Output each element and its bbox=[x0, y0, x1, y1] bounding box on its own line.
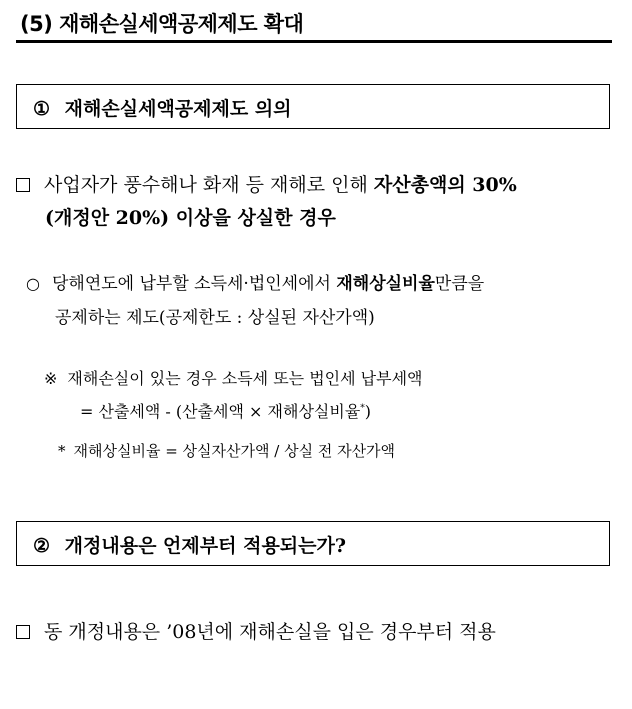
circle-bullet-icon: ○ bbox=[26, 274, 40, 293]
heading-2-number: ② bbox=[33, 535, 51, 557]
item-1-text: 사업자가 풍수해나 화재 등 재해로 인해 bbox=[44, 174, 374, 196]
heading-1-number: ① bbox=[33, 98, 51, 120]
heading-1-text: 재해손실세액공제제도 의의 bbox=[64, 98, 292, 120]
sub-1-emphasis: 재해상실비율 bbox=[336, 274, 435, 294]
sub-1-line-2: 공제하는 제도(공제한도 : 상실된 자산가액) bbox=[55, 308, 375, 328]
item-1-line-1 bbox=[16, 170, 517, 197]
checkbox-square-icon bbox=[16, 625, 30, 639]
footnote-line: * 재해상실비율 = 상실자산가액 / 상실 전 자산가액 bbox=[58, 442, 396, 460]
section-title: (5) 재해손실세액공제제도 확대 bbox=[20, 12, 304, 36]
heading-box-1 bbox=[16, 84, 610, 129]
item-1-emphasis: 자산총액의 30% bbox=[373, 174, 517, 196]
heading-2 bbox=[33, 531, 346, 558]
item-2-line bbox=[16, 617, 496, 644]
title-underline bbox=[16, 40, 612, 43]
footnote-mark: * bbox=[58, 442, 66, 460]
heading-1 bbox=[33, 94, 292, 121]
item-1-line-2: (개정안 20%) 이상을 상실한 경우 bbox=[45, 207, 336, 229]
reference-mark-icon: ※ bbox=[44, 369, 58, 388]
note-line-2: = 산출세액 - (산출세액 × 재해상실비율*) bbox=[80, 402, 372, 421]
sub-1-line-1: ○ 당해연도에 납부할 소득세·법인세에서 재해상실비율만큼을 bbox=[26, 274, 485, 294]
note-line-1: ※ 재해손실이 있는 경우 소득세 또는 법인세 납부세액 bbox=[44, 369, 423, 388]
item-2-text: 동 개정내용은 ’08년에 재해손실을 입은 경우부터 적용 bbox=[44, 621, 496, 643]
heading-2-text: 개정내용은 언제부터 적용되는가? bbox=[64, 535, 346, 557]
checkbox-square-icon bbox=[16, 178, 30, 192]
heading-box-2 bbox=[16, 521, 610, 566]
footnote-asterisk: * bbox=[360, 403, 365, 414]
